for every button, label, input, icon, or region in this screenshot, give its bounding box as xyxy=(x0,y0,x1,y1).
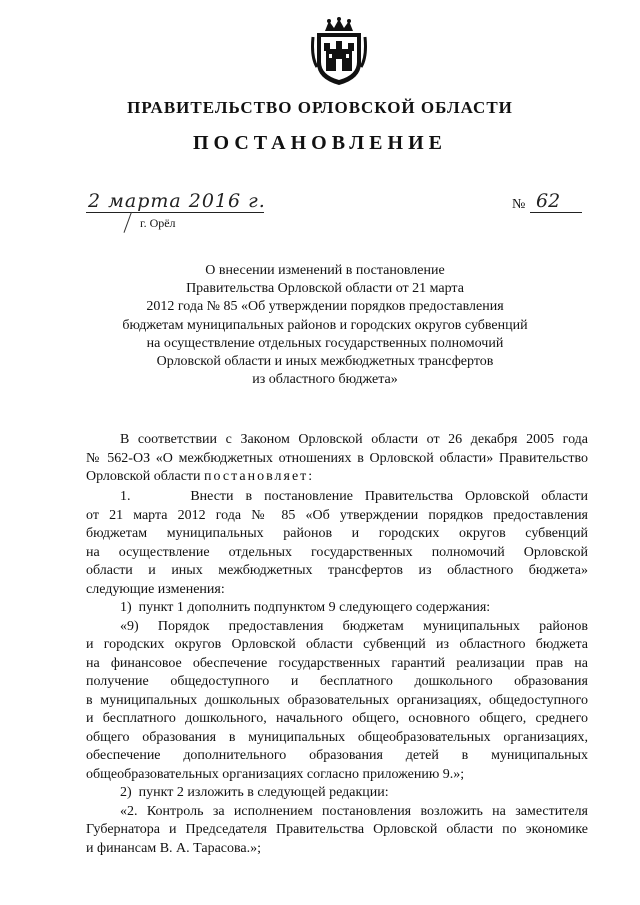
subitem-1-line: и городских округов Орловской области субвенций из областного бюджета xyxy=(86,637,588,652)
item-1-line: на осуществление отдельных государственных полномочий Орловской xyxy=(86,544,588,560)
signed-date: 2 марта 2016 г. xyxy=(88,190,266,212)
item-1-line: следующие изменения: xyxy=(86,581,225,597)
preamble-line: № 562-ОЗ «О межбюджетных отношениях в Орловской области» Правительство xyxy=(86,450,588,466)
preamble-paragraph xyxy=(86,431,588,487)
subitem-1 xyxy=(86,599,588,784)
preamble-line xyxy=(86,468,588,487)
subitem-1-line: общего образования в муниципальных общеобразовательных организациях, xyxy=(86,729,588,745)
preamble-line-start: Орловской области xyxy=(86,469,201,484)
subitem-1-intro: 1) пункт 1 дополнить подпунктом 9 следующего содержания: xyxy=(120,600,491,615)
subitem-1-line: «9) Порядок предоставления бюджетам муниципальных районов xyxy=(120,618,588,634)
subject-line: 2012 года № 85 «Об утверждении порядков предоставления xyxy=(146,299,504,315)
item-1-line: от 21 марта 2012 года № 85 «Об утверждении порядков предоставления xyxy=(86,507,588,523)
item-1-line: 1. Внести в постановление Правительства Орловской области xyxy=(120,489,588,504)
subitem-1-line: на финансовое обеспечение государственных гарантий реализации прав на xyxy=(86,655,588,671)
subject-line: Правительства Орловской области от 21 марта xyxy=(186,281,464,297)
subitem-1-line: обеспечение дополнительного образования детей в муниципальных xyxy=(86,748,588,763)
preamble-line: В соответствии с Законом Орловской области от 26 декабря 2005 года xyxy=(120,432,588,447)
date-tick-mark xyxy=(124,212,132,233)
subitem-2-line: и финансам В. А. Тарасова.»; xyxy=(86,840,262,856)
item-1-line: области и иных межбюджетных трансфертов из областного бюджета» xyxy=(86,563,588,578)
preamble-decree-word: постановляет: xyxy=(204,469,315,484)
subitem-1-line: получение общедоступного и бесплатного дошкольного образования xyxy=(86,674,588,689)
subject-heading xyxy=(90,262,560,389)
document-type: ПОСТАНОВЛЕНИЕ xyxy=(193,132,447,154)
government-title: ПРАВИТЕЛЬСТВО ОРЛОВСКОЙ ОБЛАСТИ xyxy=(127,98,513,117)
subitem-2-intro: 2) пункт 2 изложить в следующей редакции: xyxy=(120,785,389,800)
subitem-1-line: и бесплатного дошкольного, начального общего, основного общего, среднего xyxy=(86,711,588,726)
subitem-1-line: общеобразовательных организациях согласно приложению 9.»; xyxy=(86,766,465,782)
coat-of-arms-icon xyxy=(311,17,367,87)
number-underline xyxy=(530,212,582,213)
item-1-paragraph xyxy=(86,488,588,599)
subject-line: О внесении изменений в постановление xyxy=(205,263,445,278)
subitem-2-line: Губернатора и Председателя Правительства Орловской области по экономике xyxy=(86,822,588,837)
subitem-2 xyxy=(86,784,588,858)
city-label: г. Орёл xyxy=(140,216,176,230)
date-underline xyxy=(86,212,264,213)
subitem-1-line: в муниципальных дошкольных образовательных организациях, общедоступного xyxy=(86,692,588,708)
item-1-line: бюджетам муниципальных районов и городских округов субвенций xyxy=(86,526,588,541)
subitem-2-line: «2. Контроль за исполнением постановления возложить на заместителя xyxy=(120,803,588,819)
number-label: № xyxy=(512,197,526,212)
subject-line: из областного бюджета» xyxy=(252,372,398,388)
subject-line: Орловской области и иных межбюджетных трансфертов xyxy=(156,354,494,370)
subject-line: бюджетам муниципальных районов и городских округов субвенций xyxy=(122,317,528,333)
number-value: 62 xyxy=(536,190,561,212)
subject-line: на осуществление отдельных государственных полномочий xyxy=(146,335,504,351)
